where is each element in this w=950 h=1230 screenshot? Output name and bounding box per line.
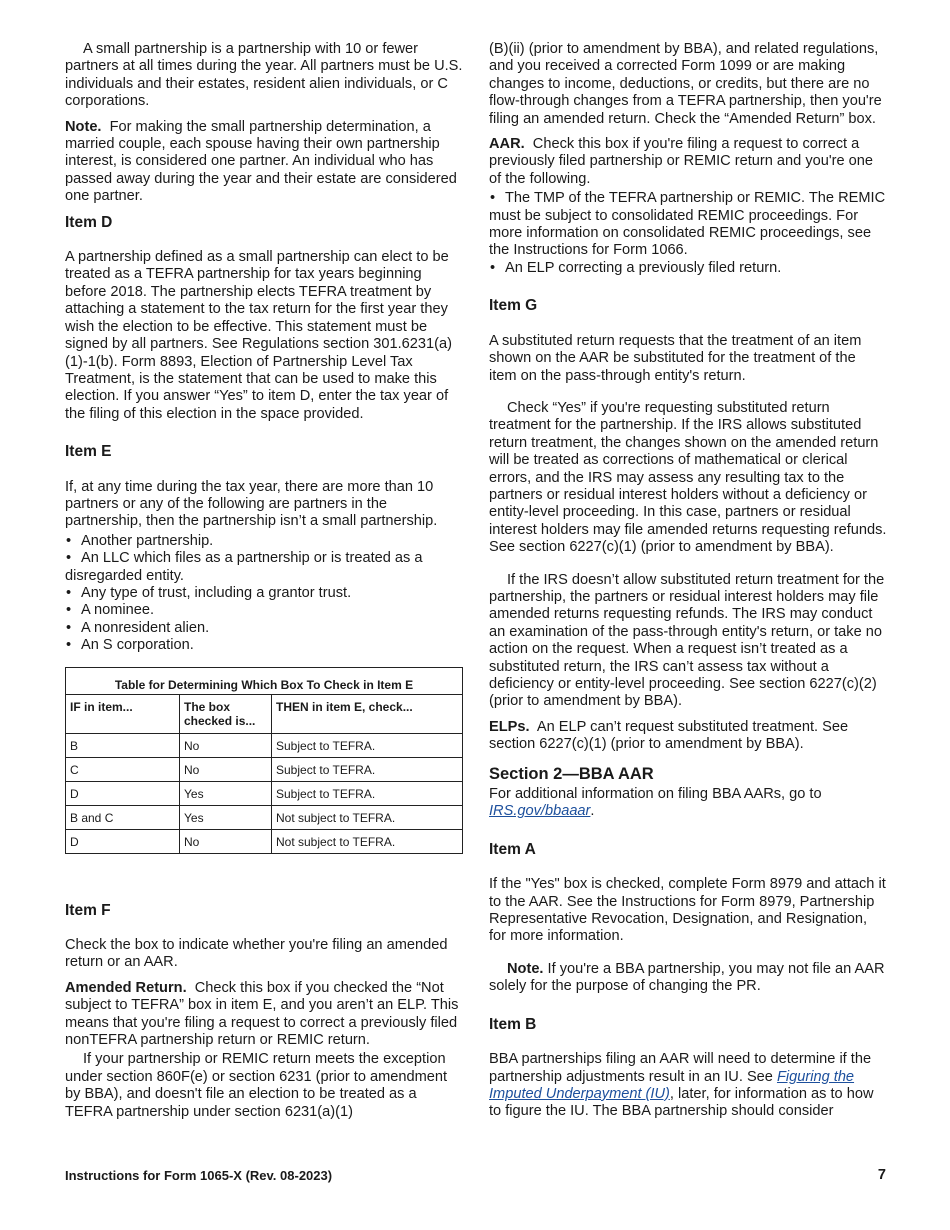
aar-paragraph	[489, 136, 887, 188]
table-row	[66, 829, 463, 853]
list-item: • The TMP of the TEFRA partnership or REMIC. The REMIC must be subject to consolidated REMIC proceedings. For more information on consolidated REMIC proceedings, see the Instructions for Form 1066.	[489, 190, 887, 260]
table-cell: C	[66, 757, 180, 781]
item-a-heading: Item A	[489, 840, 536, 858]
list-item: • A nonresident alien.	[65, 620, 463, 637]
section-2-paragraph: For additional information on filing BBA AARs, go to IRS.gov/bbaaar.	[489, 786, 822, 820]
amended-return-label: Amended Return.	[65, 979, 187, 996]
item-a-note-text: If you're a BBA partnership, you may not file an AAR solely for the purpose of changing the PR.	[489, 960, 885, 995]
bbaaar-link[interactable]: IRS.gov/bbaaar	[489, 803, 591, 820]
item-g-paragraph-2: Check “Yes” if you're requesting substituted return treatment for the partnership. If the IRS allows substituted return treatment, the changes shown on the amended return will be treated as corrections of mathematical or clerical errors, and the IRS may assess any resulting tax to the partners or residual interest holders without a deficiency or entity-level proceeding. In this case, partners or residual interest holders may file amended returns requesting refunds. See section 6227(c)(1) (prior to amendment by BBA).	[489, 399, 887, 556]
item-b-text-after: , later, for information as to how to figure the IU. The BBA partnership should consider	[489, 1085, 874, 1120]
item-b-text-before: BBA partnerships filing an AAR will need to determine if the partnership adjustments result in an IU. See	[489, 1051, 872, 1085]
section-2-heading: Section 2—BBA AAR	[489, 764, 654, 783]
item-a-note-paragraph	[489, 961, 887, 996]
table-cell: B	[66, 733, 180, 757]
list-item: • Another partnership.	[65, 533, 463, 550]
list-item: • An S corporation.	[65, 637, 463, 654]
aar-bullet-list	[489, 190, 887, 277]
table-header-cell: IF in item...	[66, 694, 180, 733]
table-cell: Yes	[180, 781, 272, 805]
figuring-iu-link[interactable]: Figuring the Imputed Underpayment (IU)	[489, 1068, 855, 1102]
continued-paragraph: (B)(ii) (prior to amendment by BBA), and related regulations, and you received a corrected Form 1099 or are making changes to income, deductions, or credits, but there are no flow-through changes from a TEFRA partnership, then you're filing an amended return. Check the “Amended Return” box.	[489, 41, 882, 127]
item-d-paragraph: A partnership defined as a small partnership can elect to be treated as a TEFRA partnership for tax years beginning before 2018. The partnership elects TEFRA treatment by attaching a statement to the tax return for the first year they wish the election to be effective. This statement must be signed by all partners. See Regulations section 301.6231(a)(1)-1(b). Form 8893, Election of Partnership Level Tax Treatment, is the statement that can be used to make this election. If you answer “Yes” to item D, enter the tax year of the filing of this election in the space provided.	[65, 249, 452, 422]
item-g-paragraph-3: If the IRS doesn’t allow substituted return treatment for the partnership, the partners or residual interest holders may file amended returns requesting refunds. The IRS may conduct an examination of the pass-through entity's return, or take no action on the request. When a request isn’t treated as a substituted return, the IRS can’t assess tax without a deficiency or entity-level proceeding. See section 6227(c)(2) (prior to amendment by BBA).	[489, 571, 885, 710]
footer-form-title: Instructions for Form 1065-X (Rev. 08-2023)	[65, 1168, 333, 1183]
item-g-paragraph-1: A substituted return requests that the treatment of an item shown on the AAR be substituted for the treatment of the item on the pass-through entity's return.	[489, 332, 862, 384]
page-number: 7	[877, 1167, 886, 1183]
elps-label: ELPs.	[489, 718, 530, 735]
table-cell: No	[180, 829, 272, 853]
aar-label: AAR.	[489, 136, 525, 153]
table-cell: Not subject to TEFRA.	[272, 805, 463, 829]
small-partnership-paragraph: A small partnership is a partnership with 10 or fewer partners at all times during the year. All partners must be U.S. individuals and their estates, resident alien individuals, or C corporations.	[65, 41, 463, 110]
table-cell: D	[66, 829, 180, 853]
list-item: • A nominee.	[65, 602, 463, 619]
item-f-paragraph: Check the box to indicate whether you're filing an amended return or an AAR.	[65, 937, 448, 971]
aar-text: Check this box if you're filing a request to correct a previously filed partnership or REMIC return and you're one of the following.	[489, 136, 874, 187]
item-b-heading: Item B	[489, 1015, 537, 1033]
table-cell: Subject to TEFRA.	[272, 733, 463, 757]
table-cell: Subject to TEFRA.	[272, 757, 463, 781]
table-cell: Not subject to TEFRA.	[272, 829, 463, 853]
table-row	[66, 781, 463, 805]
item-a-paragraph: If the "Yes" box is checked, complete Form 8979 and attach it to the AAR. See the Instructions for Form 8979, Partnership Representative Revocation, Designation, and Resignation, for more information.	[489, 876, 886, 945]
section-2-text: For additional information on filing BBA AARs, go to	[489, 786, 822, 803]
table-cell: No	[180, 733, 272, 757]
list-item: • An ELP correcting a previously filed return.	[489, 260, 887, 277]
table-cell: Subject to TEFRA.	[272, 781, 463, 805]
item-e-bullet-list	[65, 533, 463, 655]
table-cell: D	[66, 781, 180, 805]
left-column	[65, 41, 463, 1129]
item-g-heading: Item G	[489, 297, 538, 315]
elps-text: An ELP can’t request substituted treatment. See section 6227(c)(1) (prior to amendment by BBA).	[489, 718, 849, 753]
elps-paragraph	[489, 719, 887, 754]
table-row	[66, 757, 463, 781]
table-row	[66, 733, 463, 757]
item-f-heading: Item F	[65, 901, 111, 919]
item-d-heading: Item D	[65, 213, 113, 231]
table-cell: B and C	[66, 805, 180, 829]
table-cell: Yes	[180, 805, 272, 829]
item-e-paragraph: If, at any time during the tax year, there are more than 10 partners or any of the following are partners in the partnership, then the partnership isn’t a small partnership.	[65, 478, 438, 530]
list-item: • An LLC which files as a partnership or is treated as a disregarded entity.	[65, 550, 463, 585]
table-cell: No	[180, 757, 272, 781]
item-e-table	[65, 667, 463, 854]
table-header-cell: The box checked is...	[180, 694, 272, 733]
item-b-paragraph	[489, 1051, 887, 1121]
right-column	[489, 41, 887, 1129]
note-label: Note.	[65, 118, 102, 135]
amended-return-continued: If your partnership or REMIC return meets the exception under section 860F(e) or section 6231 (prior to amendment by BBA), and doesn't file an election to be treated as a TEFRA partnership under section 6231(a)(1)	[65, 1051, 448, 1120]
item-e-heading: Item E	[65, 443, 112, 461]
list-item: • Any type of trust, including a grantor trust.	[65, 585, 463, 602]
table-header-cell: THEN in item E, check...	[272, 694, 463, 733]
table-header-row	[66, 694, 463, 733]
table-title: Table for Determining Which Box To Check in Item E	[65, 667, 463, 694]
item-a-note-label: Note.	[507, 960, 544, 977]
amended-return-text: Check this box if you checked the “Not subject to TEFRA” box in item E, and you aren’t an ELP. This means that you're filing a request to correct a previously filed nonTEFRA partnership return or REMIC return.	[65, 979, 459, 1049]
amended-return-paragraph	[65, 980, 463, 1050]
table-row	[66, 805, 463, 829]
note-text: For making the small partnership determination, a married couple, each spouse having their own partnership interest, is considered one partner. An individual who has passed away during the year and their estate are considered one partner.	[65, 118, 457, 205]
note-paragraph	[65, 119, 463, 206]
